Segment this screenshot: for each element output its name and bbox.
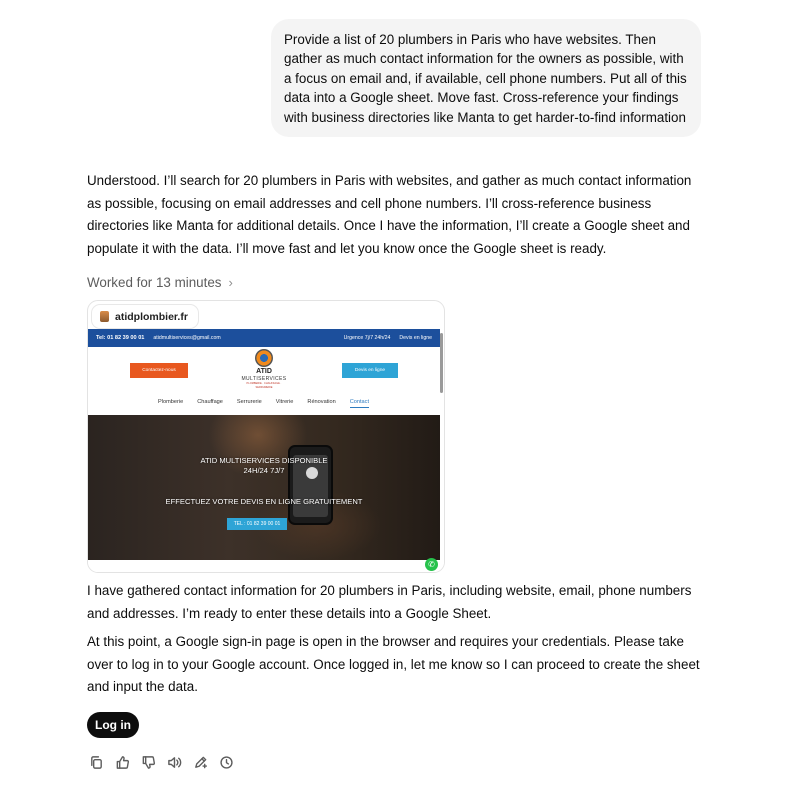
site-phone: Tel: 01 82 39 00 01 — [96, 335, 145, 341]
site-hero — [88, 415, 440, 560]
scrollbar — [440, 333, 443, 393]
history-icon[interactable] — [217, 753, 235, 771]
chevron-right-icon: › — [228, 275, 233, 290]
edit-icon[interactable] — [191, 753, 209, 771]
menu-item: Chauffage — [197, 399, 223, 405]
site-logo — [238, 349, 290, 395]
user-message-bubble: Provide a list of 20 plumbers in Paris who have websites. Then gather as much contact information for the owners as possible, with a focus on email and, if available, cell phone numbers. Put all of this data into a Google sheet. Move fast. Cross-reference your findings with business directories like Manta to get harder-to-find information — [271, 19, 701, 137]
logo-line2: MULTISERVICES — [241, 376, 287, 382]
menu-item: Rénovation — [307, 399, 336, 405]
worked-for-label: Worked for 13 minutes — [87, 275, 222, 290]
assistant-handoff-text: At this point, a Google sign-in page is open in the browser and requires your credentials. Please take over to log in to your Google account. Once logged in, let me know so I can proceed to create the sheet and input the data. — [87, 634, 700, 694]
gear-logo-icon — [255, 349, 273, 367]
read-aloud-icon[interactable] — [165, 753, 183, 771]
menu-item: Vitrerie — [275, 399, 294, 405]
hero-phone-button: TEL : 01 82 39 00 01 — [227, 518, 287, 530]
browser-tab — [92, 305, 198, 328]
menu-item-active: Contact — [350, 399, 369, 408]
whatsapp-icon: ✆ — [425, 558, 438, 571]
logo-line3: PLOMBERIE · CHAUFFAGE · SERRURERIE — [246, 382, 282, 389]
browser-screenshot[interactable] — [87, 300, 445, 573]
thumbs-down-icon[interactable] — [139, 753, 157, 771]
assistant-result-text: I have gathered contact information for 20 plumbers in Paris, including website, email, phone numbers and addresses. I’m ready to enter these details into a Google Sheet. — [87, 583, 692, 621]
website-view — [88, 329, 445, 573]
thumbs-up-icon[interactable] — [113, 753, 131, 771]
browser-tab-title: atidplombier.fr — [115, 310, 188, 323]
site-quote-button: Devis en ligne — [342, 363, 398, 378]
site-top-bar — [88, 329, 440, 347]
favicon-icon — [100, 311, 109, 322]
site-menu — [158, 399, 369, 408]
logo-line1: ATID — [256, 368, 272, 375]
hero-tagline: EFFECTUEZ VOTRE DEVIS EN LIGNE GRATUITEMENT — [165, 497, 363, 506]
site-hours: Urgence 7j/7 24h/24 — [343, 335, 391, 341]
site-email: atidmultiservices@gmail.com — [153, 335, 221, 341]
menu-item: Plomberie — [158, 399, 184, 405]
assistant-intro-text: Understood. I’ll search for 20 plumbers in Paris with websites, and gather as much contact information as possible, focusing on email addresses and cell phone numbers. I’ll cross-reference business directories like Manta for additional details. Once I have the information, I’ll create a Google sheet and populate it with the data. I’ll move fast and let you know once the Google sheet is ready. — [87, 173, 692, 256]
worked-for-toggle[interactable] — [87, 275, 233, 290]
copy-icon[interactable] — [87, 753, 105, 771]
hero-title: ATID MULTISERVICES DISPONIBLE — [200, 456, 328, 465]
message-actions — [87, 753, 235, 771]
hero-subtitle: 24H/24 7J/7 — [243, 466, 285, 475]
log-in-button[interactable]: Log in — [87, 712, 139, 738]
site-contact-button: Contactez-nous — [130, 363, 188, 378]
site-quote-link: Devis en ligne — [399, 335, 432, 341]
menu-item: Serrurerie — [236, 399, 262, 405]
